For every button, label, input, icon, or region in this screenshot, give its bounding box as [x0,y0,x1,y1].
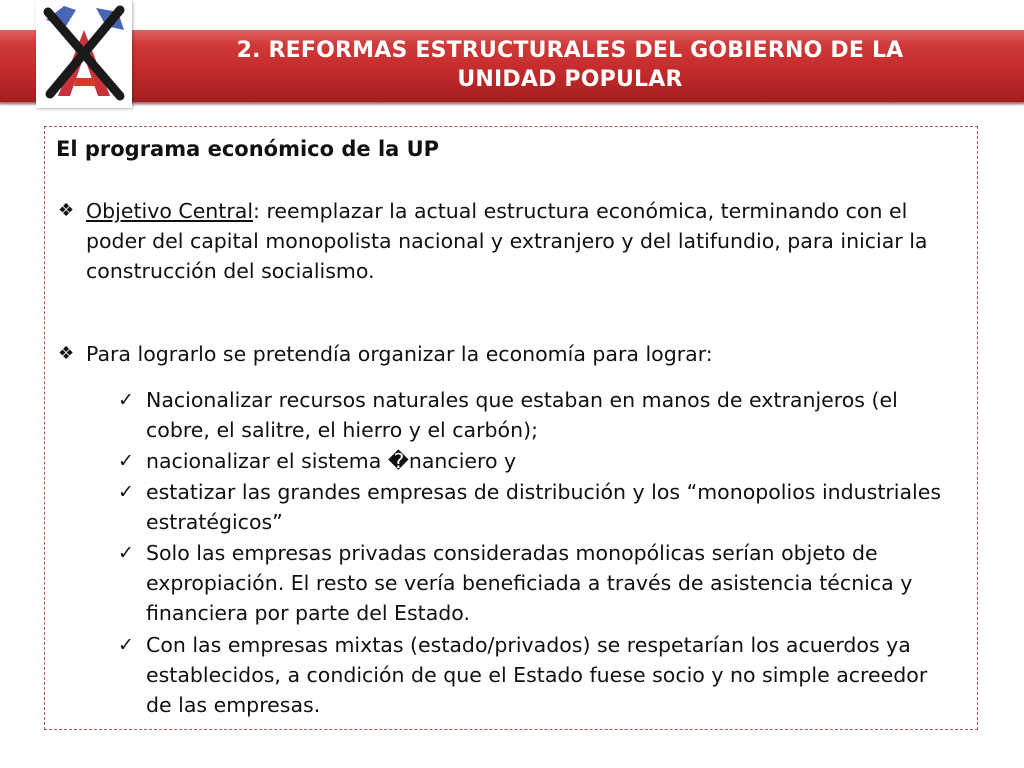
check-item [118,477,958,537]
bullet-objetivo-central [58,196,958,286]
up-logo [36,0,132,108]
check-text: nacionalizar el sistema �nanciero y [146,449,517,473]
slide-title-line-1: 2. REFORMAS ESTRUCTURALES DEL GOBIERNO DE LA [236,38,904,63]
check-text: Con las empresas mixtas (estado/privados) se respetarían los acuerdos ya establecidos, a condición de que el Estado fuese socio y no simple acreedor de las empresas. [146,633,928,717]
bullet-text [86,196,958,286]
section-heading: El programa económico de la UP [56,137,440,161]
diamond-bullet-icon: ❖ [58,343,75,364]
check-item [118,385,958,445]
up-logo-icon [36,0,132,108]
check-text: Nacionalizar recursos naturales que estaban en manos de extranjeros (el cobre, el salitre, el hierro y el carbón); [146,388,898,442]
checkmark-icon: ✓ [118,450,134,472]
check-text: Solo las empresas privadas consideradas monopólicas serían objeto de expropiación. El resto se vería beneficiada a través de asistencia técnica y financiera por parte del Estado. [146,541,913,625]
check-item [118,538,958,628]
slide-title [150,36,990,94]
checkmark-icon: ✓ [118,481,134,503]
bullet-para-lograrlo [58,339,958,369]
bullet-text: Para lograrlo se pretendía organizar la economía para lograr: [86,342,713,366]
check-item [118,630,958,720]
checkmark-icon: ✓ [118,389,134,411]
slide-title-line-2: UNIDAD POPULAR [457,67,683,92]
diamond-bullet-icon: ❖ [58,200,75,221]
check-item [118,446,958,476]
bullet-label: Objetivo Central [86,199,254,223]
checkmark-icon: ✓ [118,634,134,656]
bullet-body: : reemplazar la actual estructura económica, terminando con el poder del capital monopolista nacional y extranjero y del latifundio, para iniciar la construcción del socialismo. [86,199,928,283]
checkmark-icon: ✓ [118,542,134,564]
check-text: estatizar las grandes empresas de distribución y los “monopolios industriales estratégicos” [146,480,942,534]
